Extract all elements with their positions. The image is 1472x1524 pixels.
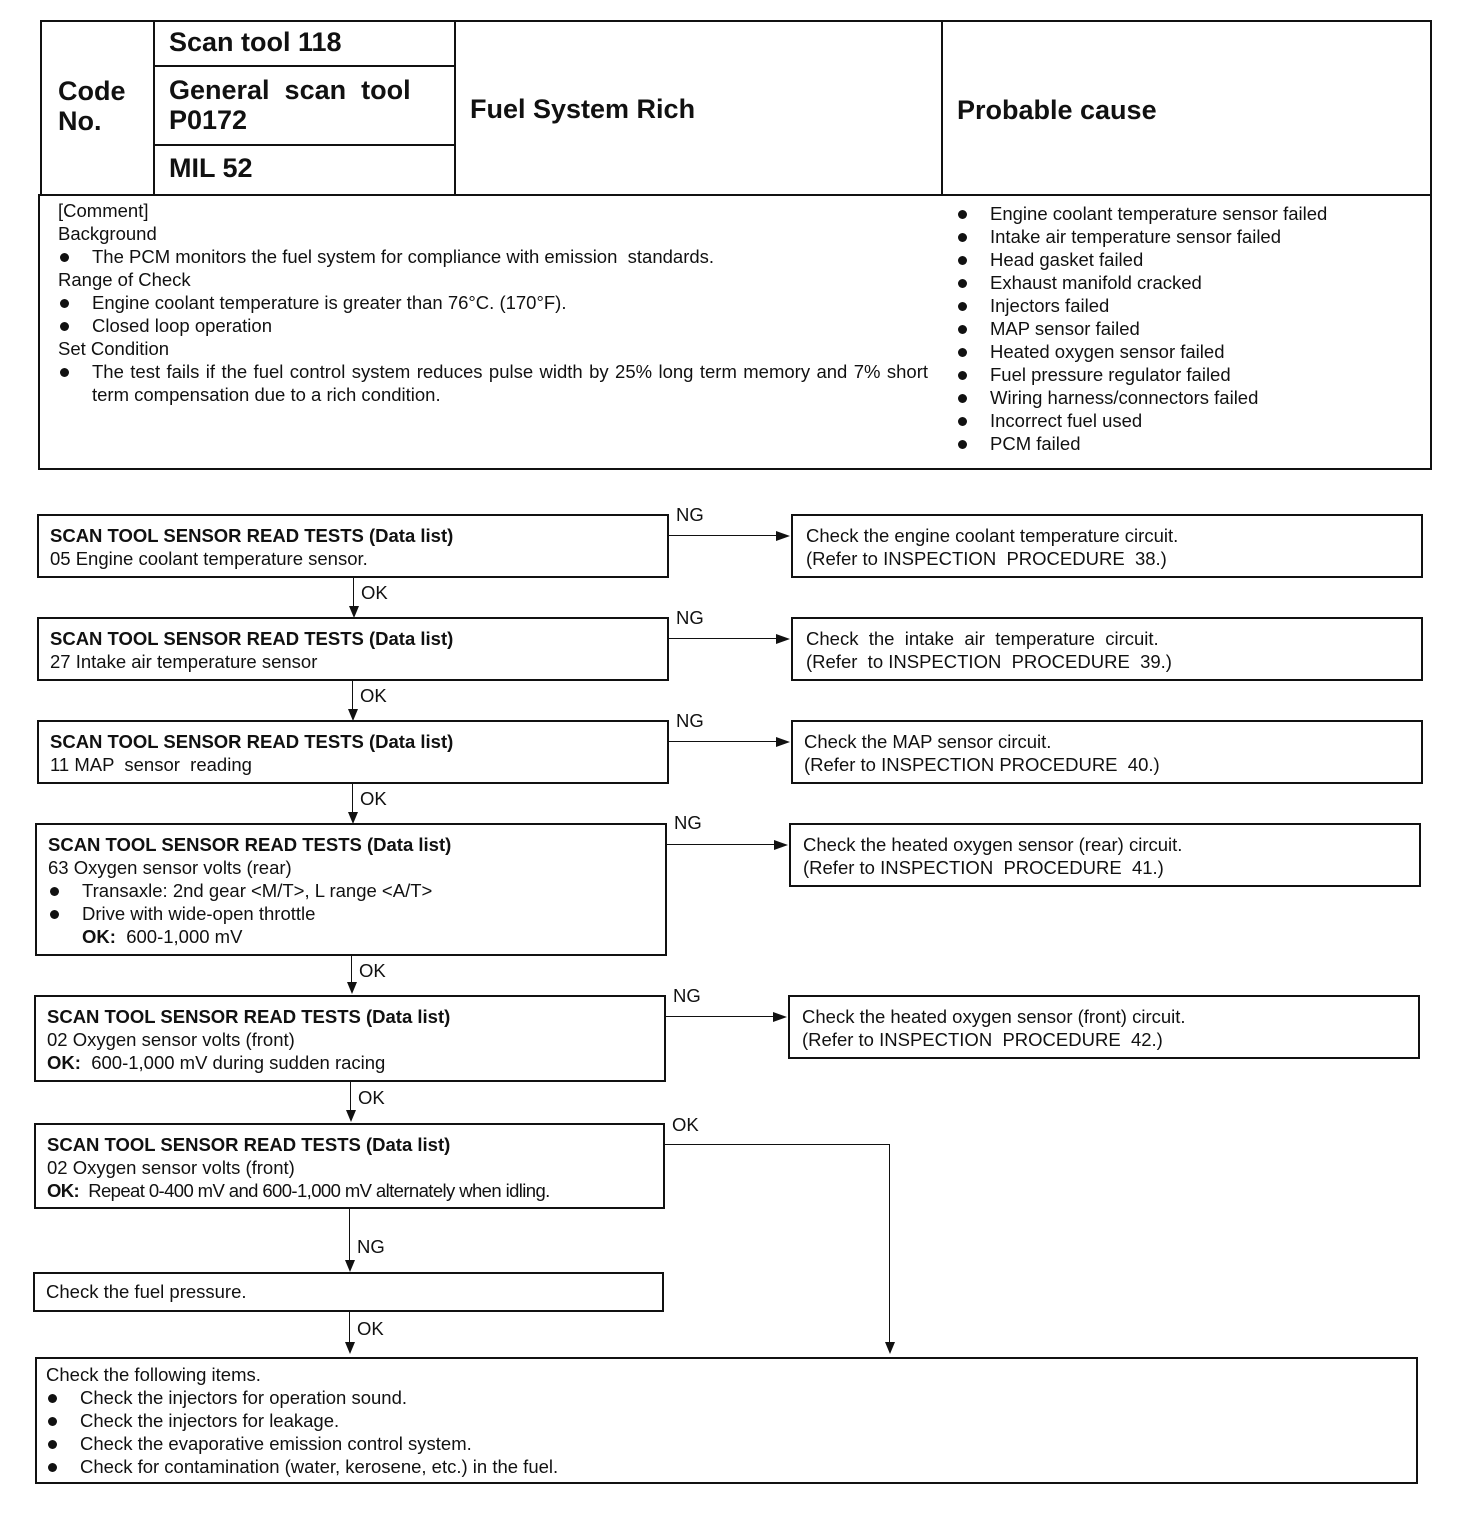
cause-item: Fuel pressure regulator failed: [942, 363, 1422, 386]
step-line: 05 Engine coolant temperature sensor.: [50, 548, 368, 569]
cause-item: PCM failed: [942, 432, 1422, 455]
cause-item: Incorrect fuel used: [942, 409, 1422, 432]
ok-connector: [350, 1082, 351, 1112]
final-item: Check for contamination (water, kerosene, etc.) in the fuel.: [46, 1455, 1407, 1478]
ok-connector: [889, 1144, 890, 1344]
ng-connector: [669, 638, 781, 639]
ng-connector: [669, 535, 781, 536]
set-condition-item: The test fails if the fuel control system reduces pulse width by 25% long term memory and 7% short term compensation due to a rich condition.: [58, 360, 928, 406]
divider: [153, 65, 455, 67]
step-line: 27 Intake air temperature sensor: [50, 651, 318, 672]
range-item: Closed loop operation: [58, 314, 928, 337]
ng-connector: [666, 1016, 778, 1017]
step-title: SCAN TOOL SENSOR READ TESTS (Data list): [47, 1134, 451, 1155]
cause-item: Head gasket failed: [942, 248, 1422, 271]
ok-connector: [353, 578, 354, 608]
ng-action-1: Check the engine coolant temperature circuit. (Refer to INSPECTION PROCEDURE 38.): [791, 514, 1423, 578]
cause-item: Heated oxygen sensor failed: [942, 340, 1422, 363]
test-step-5: [34, 995, 666, 1082]
ng-connector: [667, 844, 779, 845]
fuel-pressure-step: Check the fuel pressure.: [33, 1272, 664, 1312]
step-title: SCAN TOOL SENSOR READ TESTS (Data list): [50, 525, 454, 546]
cause-item: Intake air temperature sensor failed: [942, 225, 1422, 248]
test-step-3: [37, 720, 669, 784]
ok-connector: [665, 1144, 890, 1145]
step-title: SCAN TOOL SENSOR READ TESTS (Data list): [50, 731, 454, 752]
ng-label: NG: [676, 607, 704, 628]
ok-label: OK: [672, 1114, 699, 1135]
ok-connector: [349, 1312, 350, 1344]
arrow-right-icon: [776, 737, 790, 747]
ok-criteria: OK: Repeat 0-400 mV and 600-1,000 mV alternately when idling.: [47, 1180, 550, 1201]
page-title: Fuel System Rich: [470, 94, 696, 124]
arrow-right-icon: [776, 634, 790, 644]
final-intro: Check the following items.: [46, 1364, 261, 1385]
ng-label: NG: [673, 985, 701, 1006]
cause-item: Engine coolant temperature sensor failed: [942, 202, 1422, 225]
ok-criteria: OK: 600-1,000 mV: [82, 926, 243, 947]
ng-label: NG: [676, 710, 704, 731]
cause-item: Injectors failed: [942, 294, 1422, 317]
set-condition-label: Set Condition: [58, 338, 170, 359]
test-step-6: [34, 1123, 665, 1209]
background-item: The PCM monitors the fuel system for compliance with emission standards.: [58, 245, 928, 268]
arrow-down-icon: [345, 1260, 355, 1272]
ng-action-4: Check the heated oxygen sensor (rear) circuit. (Refer to INSPECTION PROCEDURE 41.): [789, 823, 1421, 887]
step-title: SCAN TOOL SENSOR READ TESTS (Data list): [48, 834, 452, 855]
background-label: Background: [58, 223, 157, 244]
final-item: Check the injectors for leakage.: [46, 1409, 1407, 1432]
arrow-down-icon: [885, 1342, 895, 1354]
final-check-box: [35, 1357, 1418, 1484]
test-step-1: [37, 514, 669, 578]
ng-action-3: Check the MAP sensor circuit. (Refer to INSPECTION PROCEDURE 40.): [791, 720, 1423, 784]
comment-label: [Comment]: [58, 200, 149, 221]
step-line: 02 Oxygen sensor volts (front): [47, 1029, 295, 1050]
general-scan-tool-code: General scan tool P0172: [169, 75, 411, 135]
step-bullet: Drive with wide-open throttle: [48, 902, 654, 925]
ng-connector: [669, 741, 781, 742]
step-line: 11 MAP sensor reading: [50, 754, 252, 775]
arrow-down-icon: [347, 982, 357, 994]
step-title: SCAN TOOL SENSOR READ TESTS (Data list): [50, 628, 454, 649]
ok-label: OK: [358, 1087, 385, 1108]
cause-item: Exhaust manifold cracked: [942, 271, 1422, 294]
range-item: Engine coolant temperature is greater than 76°C. (170°F).: [58, 291, 928, 314]
probable-cause-heading: Probable cause: [957, 95, 1157, 125]
ok-label: OK: [357, 1318, 384, 1339]
ok-connector: [352, 681, 353, 711]
ng-action-2: Check the intake air temperature circuit. (Refer to INSPECTION PROCEDURE 39.): [791, 617, 1423, 681]
step-line: 63 Oxygen sensor volts (rear): [48, 857, 292, 878]
ok-label: OK: [360, 788, 387, 809]
ok-label: OK: [361, 582, 388, 603]
divider: [153, 144, 455, 146]
final-item: Check the injectors for operation sound.: [46, 1386, 1407, 1409]
arrow-down-icon: [346, 1110, 356, 1122]
test-step-2: [37, 617, 669, 681]
ng-connector: [349, 1209, 350, 1262]
arrow-right-icon: [773, 1012, 787, 1022]
ng-label: NG: [676, 504, 704, 525]
divider: [454, 20, 456, 194]
ok-connector: [351, 956, 352, 984]
step-line: 02 Oxygen sensor volts (front): [47, 1157, 295, 1178]
range-label: Range of Check: [58, 269, 191, 290]
ok-label: OK: [359, 960, 386, 981]
arrow-right-icon: [774, 840, 788, 850]
final-item: Check the evaporative emission control system.: [46, 1432, 1407, 1455]
ok-connector: [352, 784, 353, 814]
step-title: SCAN TOOL SENSOR READ TESTS (Data list): [47, 1006, 451, 1027]
scan-tool-code: Scan tool 118: [169, 27, 342, 57]
test-step-4: [35, 823, 667, 956]
divider: [153, 20, 155, 194]
mil-code: MIL 52: [169, 153, 253, 183]
ok-criteria: OK: 600-1,000 mV during sudden racing: [47, 1052, 386, 1073]
ng-label: NG: [357, 1236, 385, 1257]
arrow-right-icon: [776, 531, 790, 541]
probable-cause-list: [942, 202, 1422, 455]
comment-section: [58, 199, 928, 406]
ok-label: OK: [360, 685, 387, 706]
cause-item: MAP sensor failed: [942, 317, 1422, 340]
code-no-label: Code No.: [58, 76, 126, 136]
arrow-down-icon: [345, 1342, 355, 1354]
ng-action-5: Check the heated oxygen sensor (front) circuit. (Refer to INSPECTION PROCEDURE 42.): [788, 995, 1420, 1059]
cause-item: Wiring harness/connectors failed: [942, 386, 1422, 409]
ng-label: NG: [674, 812, 702, 833]
step-bullet: Transaxle: 2nd gear <M/T>, L range <A/T>: [48, 879, 654, 902]
